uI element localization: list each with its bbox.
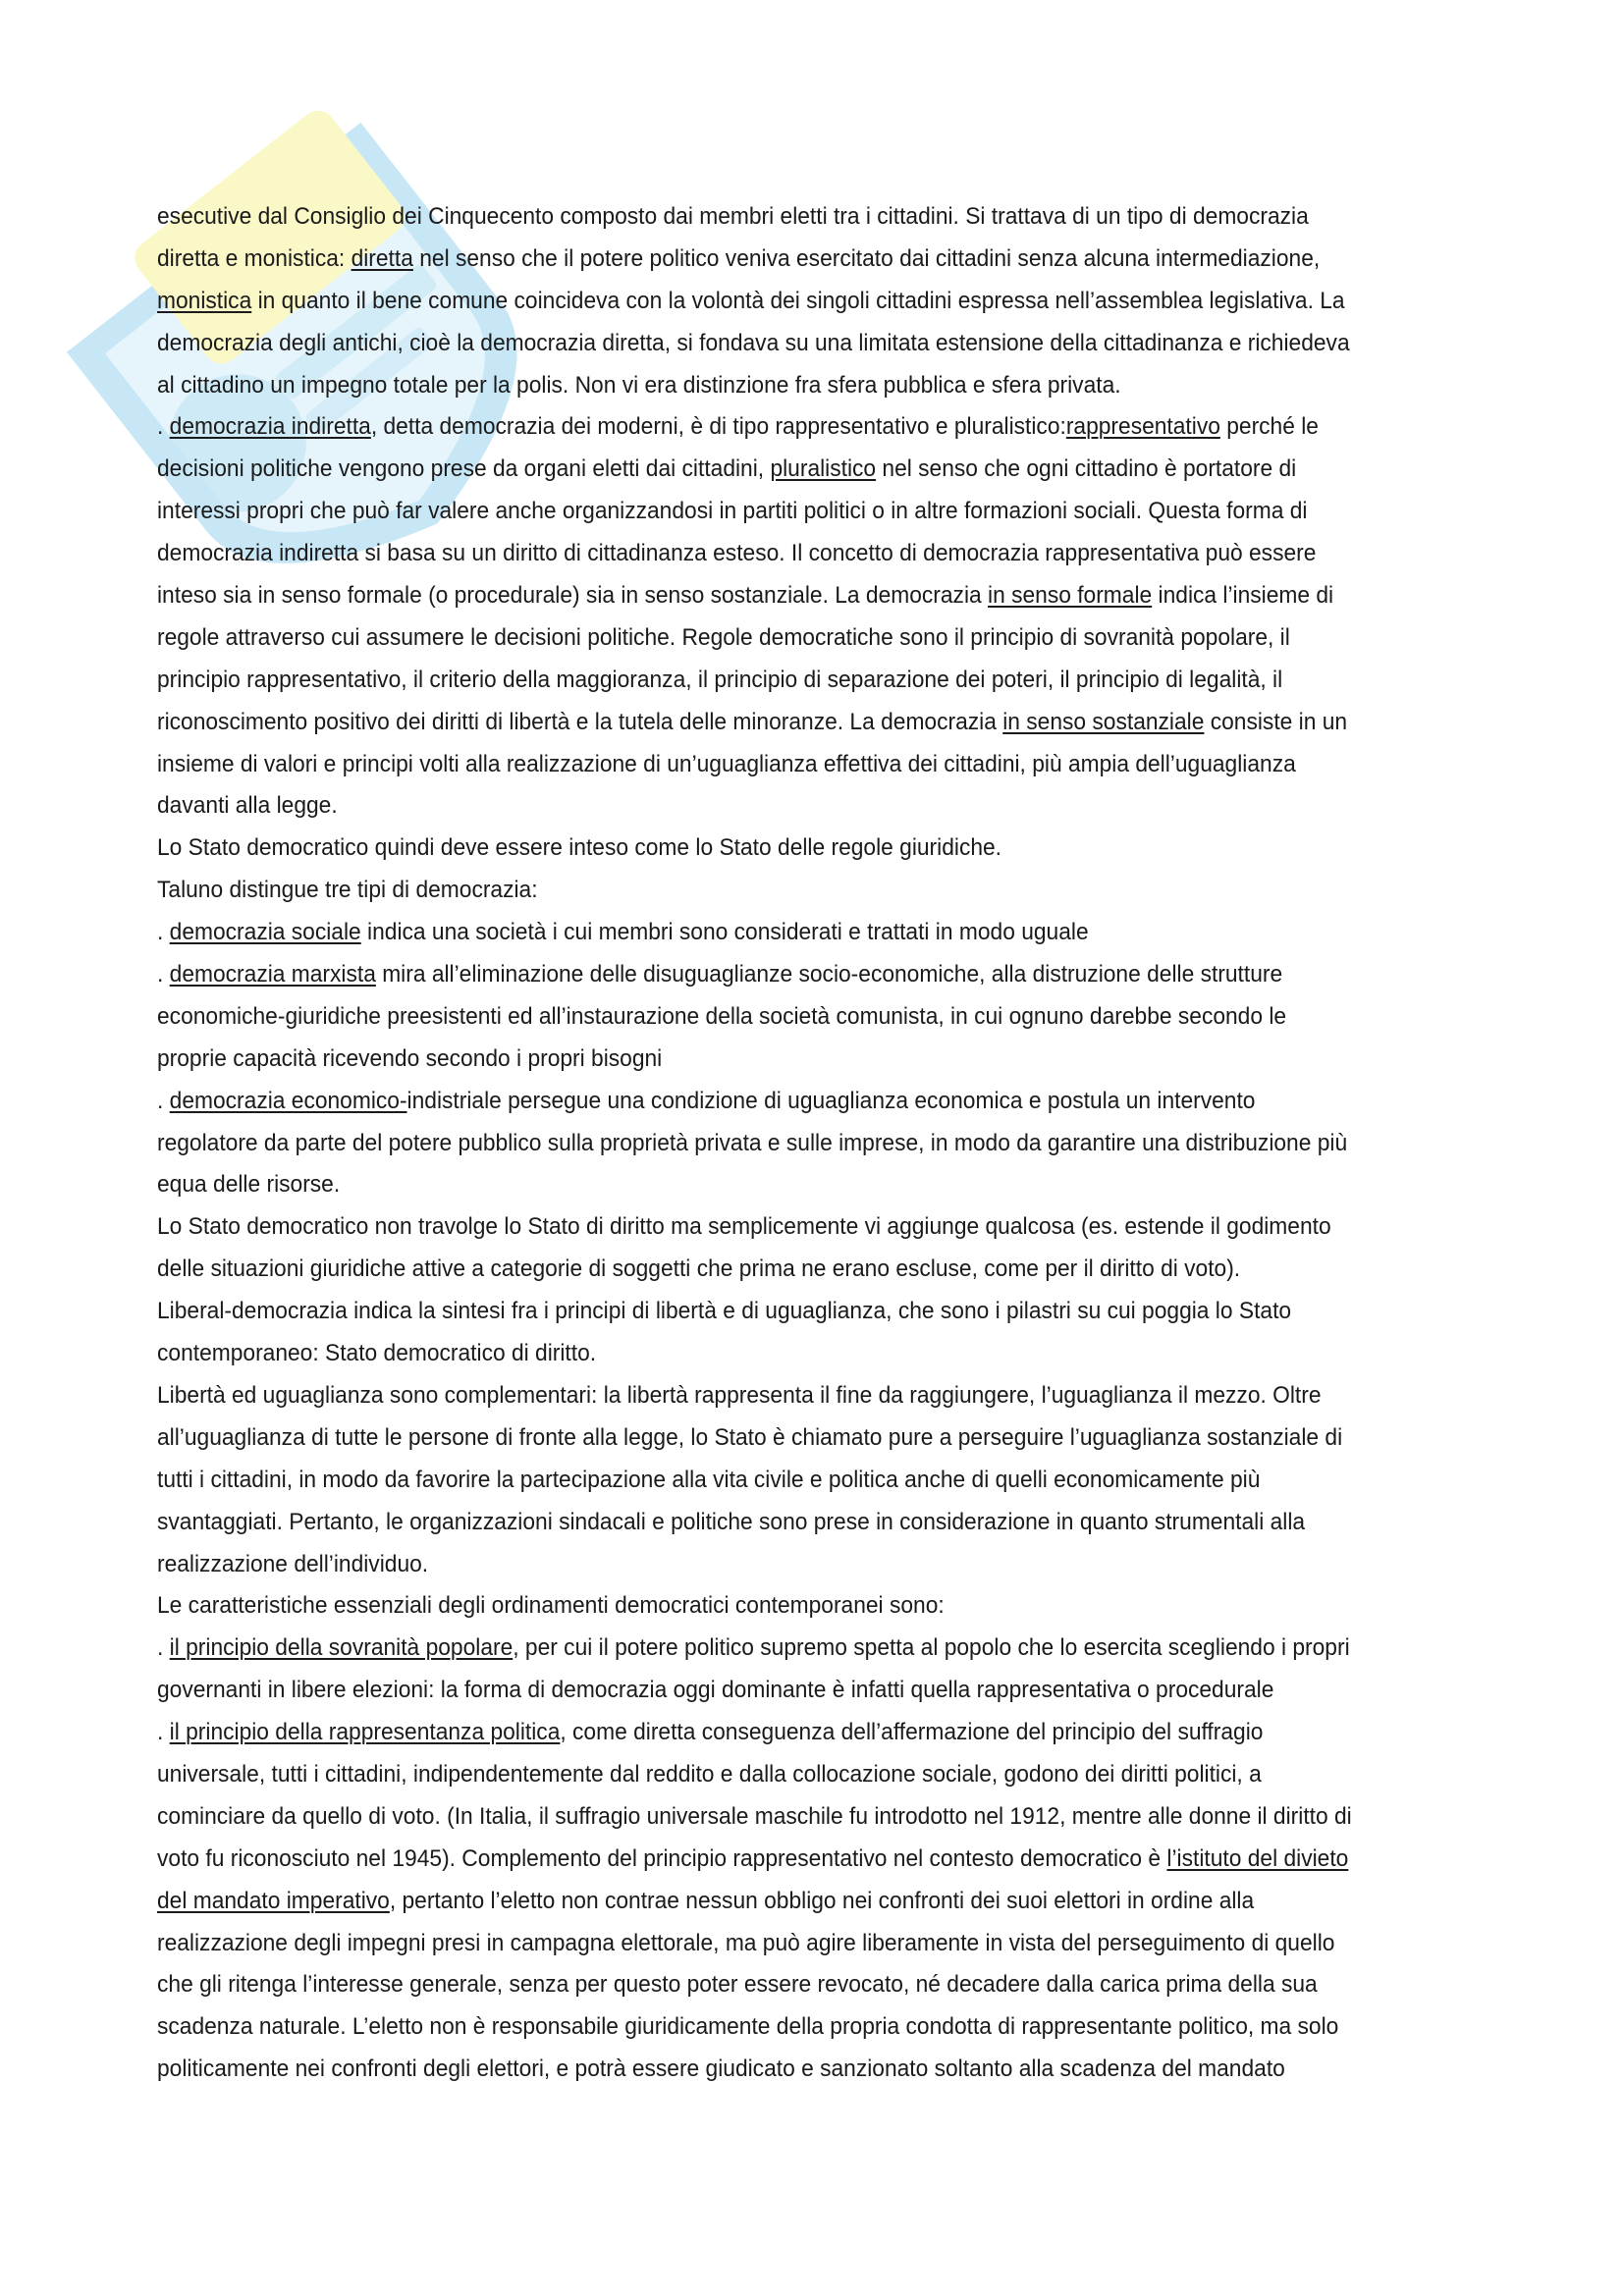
text-segment: delle situazioni giuridiche attive a categorie di soggetti che prima ne erano escluse, come per il diritto di voto). bbox=[157, 1255, 1241, 1283]
text-line bbox=[157, 785, 1490, 828]
text-line bbox=[157, 660, 1490, 702]
text-line bbox=[157, 1123, 1490, 1165]
text-line bbox=[157, 196, 1490, 239]
text-segment: nel senso che il potere politico veniva esercitato dai cittadini senza alcuna intermediazione, bbox=[412, 244, 1321, 272]
text-segment: che gli ritenga l’interesse generale, senza per questo poter essere revocato, né decadere dalla carica prima della sua bbox=[157, 1971, 1318, 1999]
text-line bbox=[157, 281, 1490, 323]
text-line bbox=[157, 1670, 1490, 1712]
text-segment: al cittadino un impegno totale per la polis. Non vi era distinzione fra sfera pubblica e sfera privata. bbox=[157, 371, 1121, 399]
text-line bbox=[157, 1333, 1490, 1375]
underlined-term: monistica bbox=[157, 287, 252, 314]
text-segment: , per cui il potere politico supremo spetta al popolo che lo esercita scegliendo i propri bbox=[513, 1634, 1350, 1662]
text-segment: proprie capacità ricevendo secondo i propri bisogni bbox=[157, 1044, 663, 1072]
text-segment: cominciare da quello di voto. (In Italia, il suffragio universale maschile fu introdotto nel 1912, mentre alle donne il diritto di bbox=[157, 1802, 1352, 1830]
text-segment: perché le bbox=[1219, 413, 1319, 441]
underlined-term: in senso sostanziale bbox=[1002, 708, 1205, 735]
underlined-term: l’istituto del divieto bbox=[1166, 1844, 1349, 1872]
text-segment: diretta e monistica: bbox=[157, 244, 352, 272]
text-segment: esecutive dal Consiglio dei Cinquecento composto dai membri eletti tra i cittadini. Si trattava di un tipo di democrazia bbox=[157, 203, 1309, 230]
text-line bbox=[157, 2049, 1490, 2091]
text-line bbox=[157, 617, 1490, 660]
text-segment: decisioni politiche vengono prese da organi eletti dai cittadini, bbox=[157, 455, 771, 483]
text-segment: tutti i cittadini, in modo da favorire la partecipazione alla vita civile e politica anche di quelli economicamente più bbox=[157, 1466, 1261, 1493]
text-segment: democrazia degli antichi, cioè la democrazia diretta, si fondava su una limitata estensione della cittadinanza e richiedeva bbox=[157, 329, 1350, 356]
text-line bbox=[157, 1544, 1490, 1586]
text-segment: , pertanto l’eletto non contrae nessun obbligo nei confronti dei suoi elettori in ordine alla bbox=[389, 1887, 1255, 1914]
underlined-term: democrazia indiretta bbox=[169, 413, 371, 441]
text-line bbox=[157, 449, 1490, 491]
text-line bbox=[157, 239, 1490, 281]
text-segment: insieme di valori e principi volti alla realizzazione di un’uguaglianza effettiva dei cittadini, più ampia dell’uguaglianza bbox=[157, 750, 1296, 777]
text-line bbox=[157, 954, 1490, 996]
text-line bbox=[157, 828, 1490, 870]
text-line bbox=[157, 1712, 1490, 1754]
text-line bbox=[157, 1460, 1490, 1502]
underlined-term: pluralistico bbox=[770, 455, 877, 483]
text-line bbox=[157, 365, 1490, 407]
text-line bbox=[157, 406, 1490, 449]
text-segment: voto fu riconosciuto nel 1945). Complemento del principio rappresentativo nel contesto democratico è bbox=[157, 1844, 1167, 1872]
document-page bbox=[157, 196, 1490, 2091]
text-line bbox=[157, 575, 1490, 617]
underlined-term: democrazia sociale bbox=[169, 919, 361, 946]
text-segment: economiche-giuridiche preesistenti ed all’instaurazione della società comunista, in cui ognuno darebbe secondo le bbox=[157, 1002, 1287, 1030]
text-segment: Libertà ed uguaglianza sono complementari: la libertà rappresenta il fine da raggiungere, l’uguaglianza il mezzo. Oltre bbox=[157, 1381, 1322, 1409]
text-line bbox=[157, 1417, 1490, 1460]
text-line bbox=[157, 1839, 1490, 1881]
text-line bbox=[157, 1964, 1490, 2006]
underlined-term: rappresentativo bbox=[1065, 413, 1220, 441]
underlined-term: democrazia marxista bbox=[169, 961, 376, 988]
underlined-term: il principio della sovranità popolare bbox=[169, 1634, 514, 1662]
text-segment: consiste in un bbox=[1204, 708, 1348, 735]
text-segment: , detta democrazia dei moderni, è di tipo rappresentativo e pluralistico: bbox=[370, 413, 1066, 441]
text-line bbox=[157, 1796, 1490, 1839]
text-line bbox=[157, 1249, 1490, 1291]
text-line bbox=[157, 1628, 1490, 1670]
text-segment: regole attraverso cui assumere le decisioni politiche. Regole democratiche sono il principio di sovranità popolare, il bbox=[157, 623, 1290, 651]
text-line bbox=[157, 1039, 1490, 1081]
text-segment: mira all’eliminazione delle disuguaglianze socio-economiche, alla distruzione delle strutture bbox=[375, 961, 1283, 988]
text-line bbox=[157, 1206, 1490, 1249]
text-segment: universale, tutti i cittadini, indipendentemente dal reddito e dalla collocazione sociale, godono dei diritti politici, a bbox=[157, 1760, 1262, 1788]
text-segment: Liberal-democrazia indica la sintesi fra i principi di libertà e di uguaglianza, che sono i pilastri su cui poggia lo Stato bbox=[157, 1298, 1292, 1325]
underlined-term: il principio della rappresentanza politica bbox=[169, 1719, 561, 1746]
text-segment: Lo Stato democratico quindi deve essere inteso come lo Stato delle regole giuridiche. bbox=[157, 834, 1002, 862]
text-line bbox=[157, 702, 1490, 744]
text-segment: . bbox=[157, 961, 170, 988]
text-line bbox=[157, 491, 1490, 533]
text-line bbox=[157, 533, 1490, 575]
text-segment: governanti in libere elezioni: la forma di democrazia oggi dominante è infatti quella rappresentativa o procedurale bbox=[157, 1677, 1274, 1704]
text-line bbox=[157, 744, 1490, 786]
text-segment: , come diretta conseguenza dell’affermazione del principio del suffragio bbox=[560, 1719, 1264, 1746]
text-segment: politicamente nei confronti degli elettori, e potrà essere giudicato e sanzionato soltanto alla scadenza del mandato bbox=[157, 2056, 1285, 2083]
text-segment: riconoscimento positivo dei diritti di libertà e la tutela delle minoranze. La democrazia bbox=[157, 708, 1003, 735]
text-segment: Le caratteristiche essenziali degli ordinamenti democratici contemporanei sono: bbox=[157, 1592, 945, 1620]
underlined-term: in senso formale bbox=[988, 582, 1153, 610]
text-line bbox=[157, 996, 1490, 1039]
text-segment: realizzazione dell’individuo. bbox=[157, 1550, 429, 1577]
text-line bbox=[157, 1754, 1490, 1796]
text-line bbox=[157, 1291, 1490, 1333]
underlined-term: del mandato imperativo bbox=[157, 1887, 390, 1914]
underlined-term: diretta bbox=[351, 244, 413, 272]
text-segment: Taluno distingue tre tipi di democrazia: bbox=[157, 877, 538, 904]
text-segment: democrazia indiretta si basa su un diritto di cittadinanza esteso. Il concetto di democrazia rappresentativa può essere bbox=[157, 540, 1317, 567]
text-line bbox=[157, 1164, 1490, 1206]
text-segment: Lo Stato democratico non travolge lo Stato di diritto ma semplicemente vi aggiunge qualcosa (es. estende il godimento bbox=[157, 1213, 1331, 1241]
text-segment: . bbox=[157, 1719, 170, 1746]
text-line bbox=[157, 1585, 1490, 1628]
text-segment: . bbox=[157, 1634, 170, 1662]
text-segment: equa delle risorse. bbox=[157, 1171, 341, 1199]
text-segment: nel senso che ogni cittadino è portatore di bbox=[876, 455, 1297, 483]
text-segment: principio rappresentativo, il criterio della maggioranza, il principio di separazione dei poteri, il principio di legalità, il bbox=[157, 666, 1283, 693]
text-segment: regolatore da parte del potere pubblico sulla proprietà privata e sulle imprese, in modo da garantire una distribuzione più bbox=[157, 1129, 1348, 1156]
text-line bbox=[157, 1081, 1490, 1123]
text-segment: . bbox=[157, 919, 170, 946]
text-segment: davanti alla legge. bbox=[157, 792, 338, 820]
text-segment: indica una società i cui membri sono considerati e trattati in modo uguale bbox=[360, 919, 1089, 946]
text-line bbox=[157, 323, 1490, 365]
text-segment: . bbox=[157, 413, 170, 441]
text-segment: inteso sia in senso formale (o procedurale) sia in senso sostanziale. La democrazia bbox=[157, 582, 989, 610]
text-line bbox=[157, 1881, 1490, 1923]
text-segment: scadenza naturale. L’eletto non è responsabile giuridicamente della propria condotta di rappresentante politico, ma solo bbox=[157, 2013, 1339, 2041]
text-segment: all’uguaglianza di tutte le persone di fronte alla legge, lo Stato è chiamato pure a perseguire l’uguaglianza sostanziale di bbox=[157, 1423, 1343, 1451]
text-segment: in quanto il bene comune coincideva con la volontà dei singoli cittadini espressa nell’assemblea legislativa. La bbox=[251, 287, 1345, 314]
text-line bbox=[157, 870, 1490, 912]
text-segment: indica l’insieme di bbox=[1152, 582, 1334, 610]
text-segment: contemporaneo: Stato democratico di diritto. bbox=[157, 1340, 597, 1367]
text-segment: . bbox=[157, 1087, 170, 1114]
text-line bbox=[157, 912, 1490, 954]
text-line bbox=[157, 2006, 1490, 2049]
text-line bbox=[157, 1923, 1490, 1965]
text-segment: svantaggiati. Pertanto, le organizzazioni sindacali e politiche sono prese in considerazione in quanto strumentali alla bbox=[157, 1508, 1306, 1535]
text-line bbox=[157, 1502, 1490, 1544]
text-line bbox=[157, 1375, 1490, 1417]
text-segment: interessi propri che può far valere anche organizzandosi in partiti politici o in altre formazioni sociali. Questa forma di bbox=[157, 498, 1308, 525]
text-segment: indistriale persegue una condizione di uguaglianza economica e postula un intervento bbox=[406, 1087, 1256, 1114]
underlined-term: democrazia economico- bbox=[169, 1087, 407, 1114]
text-segment: realizzazione degli impegni presi in campagna elettorale, ma può agire liberamente in vista del perseguimento di quello bbox=[157, 1929, 1335, 1956]
